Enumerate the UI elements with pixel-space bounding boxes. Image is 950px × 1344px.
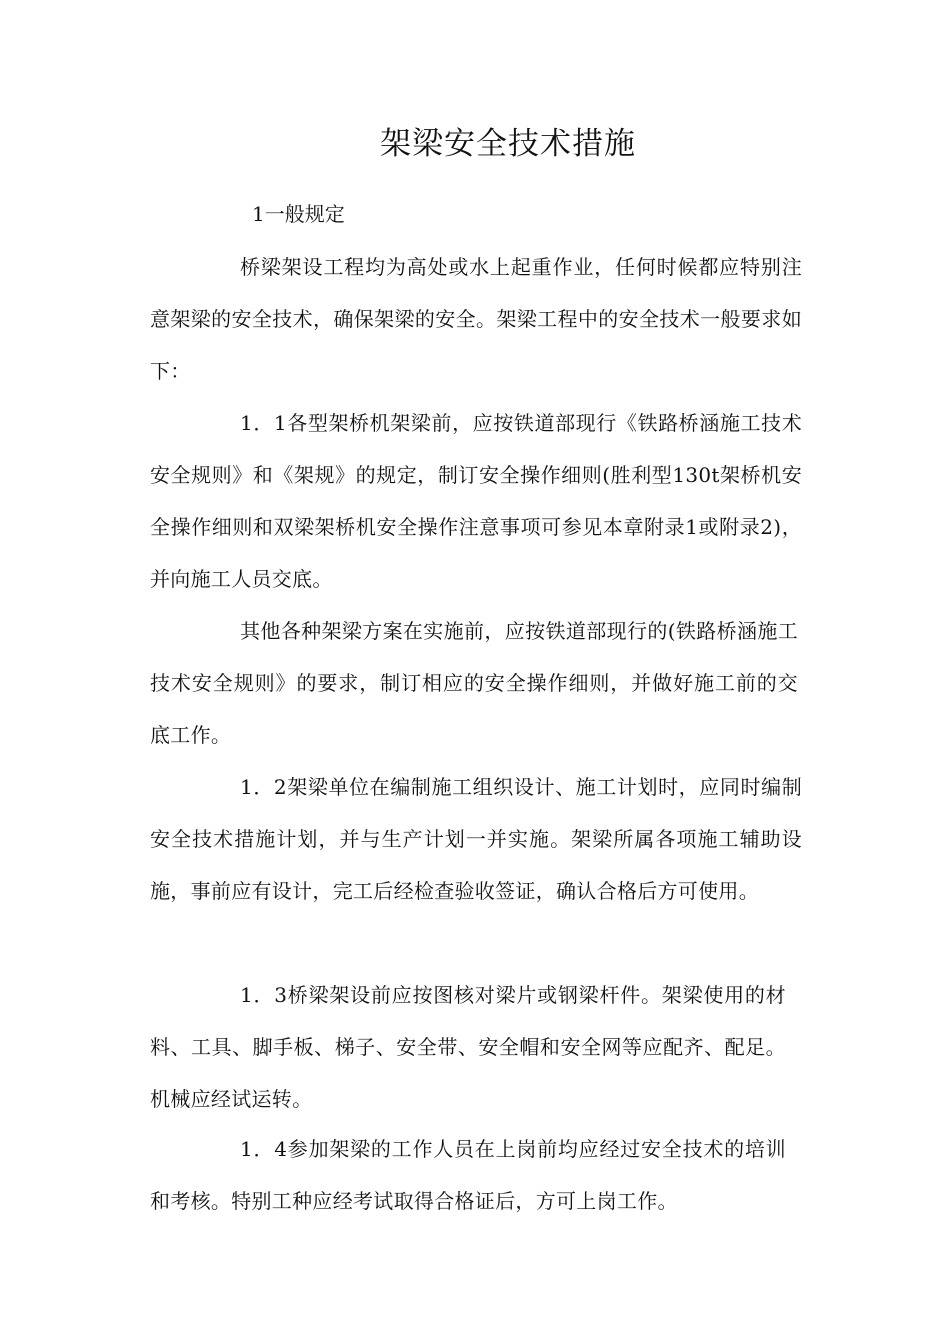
- paragraph: 桥梁架设工程均为高处或水上起重作业，任何时候都应特别注意架梁的安全技术，确保架梁的安全。架梁工程中的安全技术一般要求如下：: [150, 255, 802, 383]
- paragraph: 1．4参加架梁的工作人员在上岗前均应经过安全技术的培训和考核。特别工种应经考试取得合格证后，方可上岗工作。: [150, 1137, 786, 1213]
- paragraph: 1．3桥梁架设前应按图核对梁片或钢梁杆件。架梁使用的材料、工具、脚手板、梯子、安全带、安全帽和安全网等应配齐、配足。机械应经试运转。: [150, 983, 786, 1111]
- document-title: 架梁安全技术措施: [380, 126, 636, 162]
- section-heading: 1一般规定: [252, 202, 345, 226]
- paragraph: 1．2架梁单位在编制施工组织设计、施工计划时，应同时编制安全技术措施计划，并与生产计划一并实施。架梁所属各项施工辅助设施，事前应有设计，完工后经检查验收签证，确认合格后方可使用。: [150, 775, 802, 903]
- paragraph: 其他各种架梁方案在实施前，应按铁道部现行的(铁路桥涵施工技术安全规则》的要求，制订相应的安全操作细则，并做好施工前的交底工作。: [150, 619, 798, 747]
- paragraph: 1．1各型架桥机架梁前，应按铁道部现行《铁路桥涵施工技术安全规则》和《架规》的规定，制订安全操作细则(胜利型130t架桥机安全操作细则和双梁架桥机安全操作注意事项可参见本章附录1或附录2)，并向施工人员交底。: [150, 411, 802, 591]
